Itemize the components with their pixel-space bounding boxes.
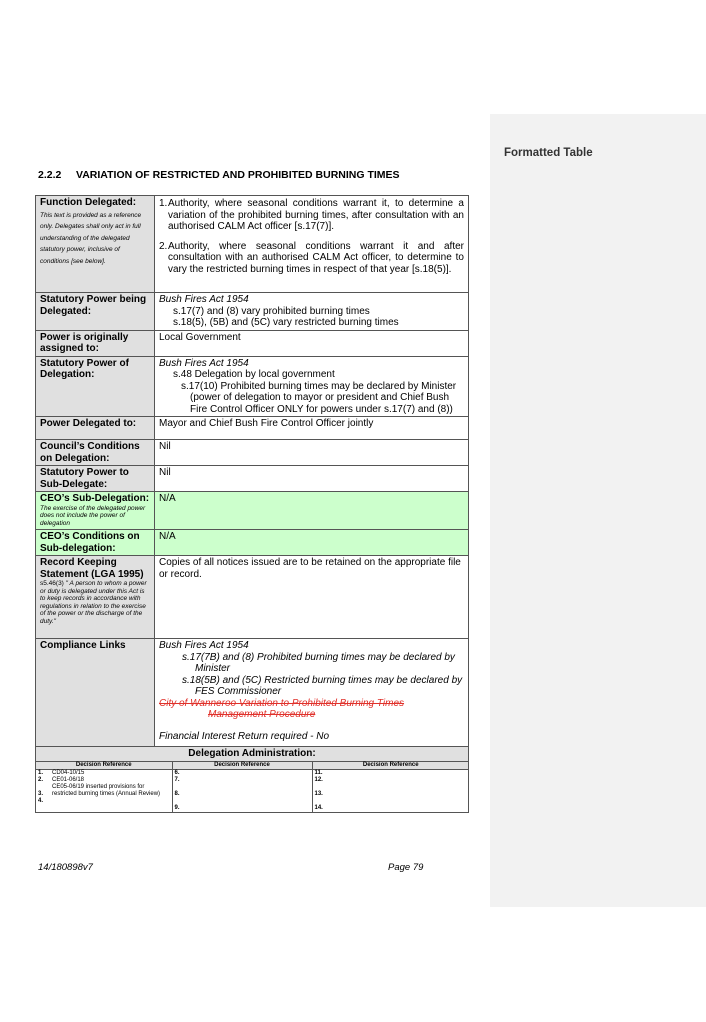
decision-6 [175,770,310,777]
decision-7 [175,777,310,784]
statutory-power-line-2: s.18(5), (5B) and (5C) vary restricted burning times [173,317,399,328]
delegation-table [35,195,469,813]
decision-12 [315,777,468,784]
compliance-struck-procedure: City of Wanneroo Variation to Prohibited Burning Times Management Procedure [159,697,405,720]
council-conditions-value: Nil [155,440,469,466]
row-statutory-power [36,293,469,331]
originally-assigned-label: Power is originally assigned to: [36,330,155,356]
record-keeping-ref: s5.46(3) [40,580,64,587]
originally-assigned-value: Local Government [155,330,469,356]
decision-8 [175,784,310,805]
function-item-1 [159,198,464,233]
function-item-2 [159,241,464,276]
sub-delegate-value: Nil [155,466,469,492]
section-number: 2.2.2 [38,169,62,181]
decision-14-number: 14. [314,804,323,811]
ceo-conditions-label: CEO’s Conditions on Sub-delegation: [36,530,155,556]
compliance-links-label: Compliance Links [36,639,155,747]
comment-pane [490,114,706,907]
decision-1 [38,770,170,777]
footer-page-number: Page 79 [388,862,424,873]
decision-reference-header-3: Decision Reference [312,762,469,770]
power-of-delegation-line-1: s.48 Delegation by local government [173,369,335,380]
function-delegated-note: This text is provided as a reference only. Delegates shall only act in full understanding of the delegated statutory power, inclusive of conditions [see below]. [40,211,142,265]
delegated-to-label: Power Delegated to: [36,417,155,440]
decision-2-value: CE01-06/18 [52,776,85,783]
statutory-power-line-1: s.17(7) and (8) vary prohibited burning times [173,305,370,317]
function-delegated-value [155,196,469,293]
decision-col-3 [312,769,469,812]
statutory-power-value [155,293,469,331]
record-keeping-note-block [40,580,150,625]
decision-9-number: 9. [174,804,180,811]
delegation-administration-title: Delegation Administration: [36,747,469,762]
section-heading [38,169,400,181]
delegated-to-value: Mayor and Chief Bush Fire Control Officer jointly [155,417,469,440]
decision-1-number: 1. [38,769,44,776]
row-admin-table [36,761,469,812]
decision-4 [38,798,170,806]
statutory-power-act: Bush Fires Act 1954 [159,294,249,305]
decision-6-number: 6. [174,769,180,776]
compliance-financial: Financial Interest Return required - No [159,730,330,742]
row-council-conditions [36,440,469,466]
function-delegated-label: Function Delegated: [40,197,137,208]
decision-reference-header-1: Decision Reference [36,762,172,770]
record-keeping-note: " A person to whom a power or duty is delegated under this Act is to keep records in accordance with regulations in relation to the exercise of the power or the discharge of the duty." [40,580,147,625]
decision-3-value: CE05-06/19 inserted provisions for restricted burning times (Annual Review) [52,783,161,797]
function-item-2-text: Authority, where seasonal conditions warrant it and after consultation with an authorised CALM Act officer, to determine to vary the restricted burning times in respect of that year [s.18(5)]. [168,240,464,275]
decision-2 [38,777,170,784]
ceo-sub-delegation-note: The exercise of the delegated power does not include the power of delegation [40,504,146,527]
row-delegated-to [36,417,469,440]
decision-1-value: CD04-10/15 [52,769,85,776]
function-item-1-number: 1. [159,198,168,209]
row-record-keeping [36,556,469,639]
decision-9 [175,805,310,812]
decision-3-number: 3. [38,790,44,797]
power-of-delegation-value [155,356,469,417]
decision-13 [315,784,468,805]
decision-3 [38,784,170,798]
compliance-line-1: s.17(7B) and (8) Prohibited burning times may be declared by Minister [182,651,455,674]
compliance-line-2: s.18(5B) and (5C) Restricted burning times may be declared by FES Commissioner [182,674,463,697]
compliance-act: Bush Fires Act 1954 [159,640,249,651]
ceo-conditions-value: N/A [155,530,469,556]
decision-col-1 [36,769,172,812]
power-of-delegation-label: Statutory Power of Delegation: [36,356,155,417]
section-title: VARIATION OF RESTRICTED AND PROHIBITED BURNING TIMES [76,169,400,181]
record-keeping-value: Copies of all notices issued are to be retained on the appropriate file or record. [155,556,469,639]
function-item-1-text: Authority, where seasonal conditions warrant it, to determine a variation of the prohibited burning times, after consultation with an authorised CALM Act officer [s.17(7)]. [168,198,464,232]
record-keeping-label: Record Keeping Statement (LGA 1995) [40,557,144,580]
compliance-links-value [155,639,469,747]
decision-reference-table [36,762,469,812]
comment-pane-title: Formatted Table [504,147,593,159]
decision-12-number: 12. [314,776,323,783]
decision-14 [315,805,468,812]
row-ceo-sub-delegation [36,492,469,530]
row-originally-assigned [36,330,469,356]
decision-11 [315,770,468,777]
admin-table-cell [36,761,469,812]
row-function-delegated [36,196,469,293]
row-power-of-delegation [36,356,469,417]
decision-13-number: 13. [314,790,323,797]
record-keeping-label-cell [36,556,155,639]
row-compliance-links [36,639,469,747]
decision-4-number: 4. [38,797,44,804]
row-sub-delegate [36,466,469,492]
power-of-delegation-act: Bush Fires Act 1954 [159,357,249,369]
decision-col-2 [172,769,312,812]
decision-reference-header-2: Decision Reference [172,762,312,770]
decision-7-number: 7. [174,776,180,783]
function-item-2-number: 2. [159,240,168,252]
sub-delegate-label: Statutory Power to Sub-Delegate: [36,466,155,492]
council-conditions-label: Council’s Conditions on Delegation: [36,440,155,466]
ceo-sub-delegation-label: CEO’s Sub-Delegation: [40,493,150,504]
decision-11-number: 11. [314,769,323,776]
function-delegated-label-cell [36,196,155,293]
row-admin-title [36,747,469,762]
ceo-sub-delegation-value: N/A [155,492,469,530]
footer-doc-ref: 14/180898v7 [38,862,93,873]
ceo-sub-delegation-label-cell [36,492,155,530]
statutory-power-label: Statutory Power being Delegated: [36,293,155,331]
decision-2-number: 2. [38,776,44,783]
decision-8-number: 8. [174,790,180,797]
row-ceo-conditions [36,530,469,556]
power-of-delegation-line-2: s.17(10) Prohibited burning times may be declared by Minister (power of delegation to mayor or president and Chief Bush Fire Control Officer ONLY for powers under s.17(7) and (8)) [181,380,457,415]
